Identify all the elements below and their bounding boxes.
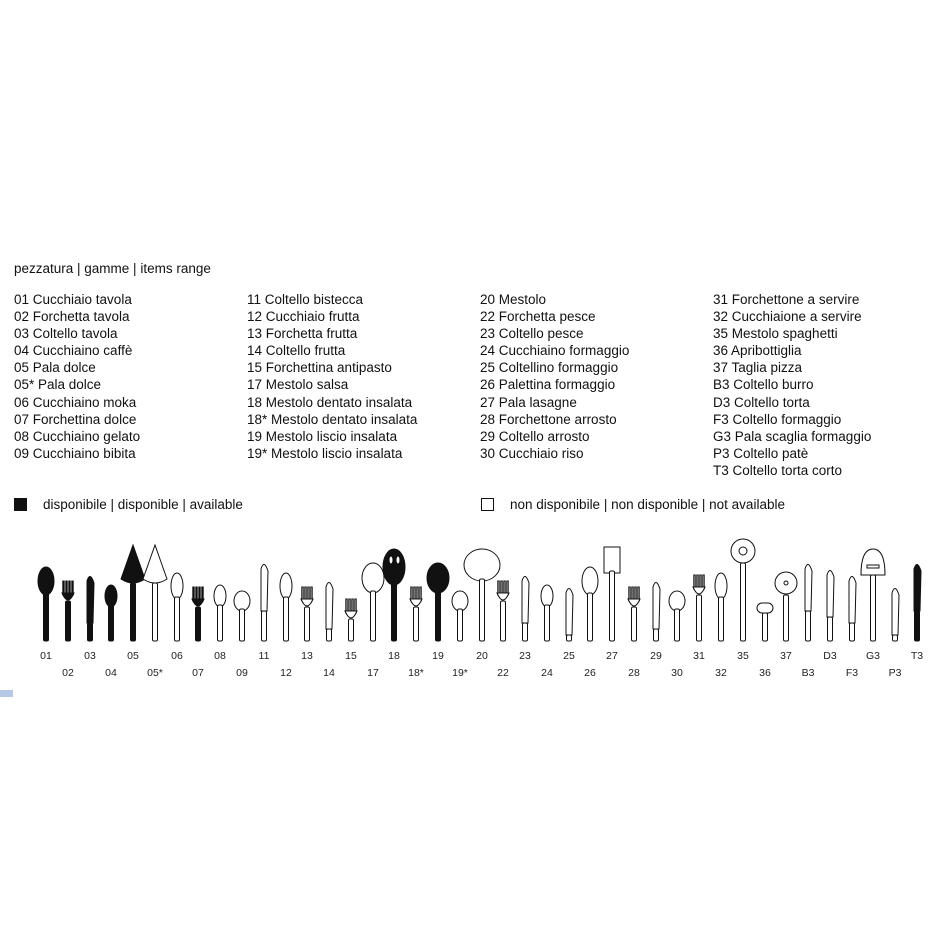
list-item: 13 Forchetta frutta [247, 326, 358, 342]
list-item: 03 Coltello tavola [14, 326, 118, 342]
list-item: 14 Coltello frutta [247, 343, 346, 359]
list-item: 05 Pala dolce [14, 360, 96, 376]
list-item: 23 Coltello pesce [480, 326, 584, 342]
list-item: 19 Mestolo liscio insalata [247, 428, 398, 444]
cutlery-item-07 [192, 587, 204, 641]
list-item: 26 Palettina formaggio [480, 377, 616, 393]
cutlery-label-15: 15 [345, 650, 357, 662]
cutlery-item-30 [669, 591, 685, 641]
cutlery-item-B3 [805, 564, 812, 641]
cutlery-label-B3: B3 [801, 667, 815, 679]
cutlery-label-06: 06 [171, 650, 183, 662]
cutlery-item-05* [143, 545, 167, 641]
cutlery-label-09: 09 [236, 667, 248, 679]
list-item: T3 Coltello torta corto [713, 462, 843, 478]
cutlery-label-13: 13 [301, 650, 313, 662]
list-item: 37 Taglia pizza [713, 360, 803, 376]
cutlery-item-05 [121, 545, 145, 641]
cutlery-item-28 [628, 587, 640, 641]
filled-square-icon [14, 498, 27, 511]
cutlery-item-19 [427, 563, 449, 641]
list-item: 31 Forchettone a servire [713, 292, 860, 307]
list-item: 36 Apribottiglia [713, 343, 802, 359]
list-item: 27 Pala lasagne [480, 394, 577, 410]
cutlery-label-29: 29 [650, 650, 662, 662]
cutlery-label-25: 25 [563, 650, 575, 662]
cutlery-item-22 [497, 581, 509, 641]
cutlery-item-G3 [861, 549, 885, 641]
list-item: 05* Pala dolce [14, 377, 102, 393]
cutlery-item-02 [62, 581, 74, 641]
list-item: 01 Cucchiaio tavola [14, 292, 132, 307]
legend-not-available [481, 497, 785, 512]
cutlery-label-19: 19 [432, 650, 444, 662]
cutlery-label-F3: F3 [845, 667, 859, 679]
items-column-1 [14, 291, 140, 462]
cutlery-label-G3: G3 [865, 650, 881, 662]
list-item: 06 Cucchiaino moka [14, 394, 137, 410]
cutlery-item-24 [541, 585, 553, 641]
cutlery-item-15 [345, 599, 357, 641]
cutlery-item-18 [383, 549, 405, 641]
list-item: 32 Cucchiaione a servire [713, 309, 862, 325]
empty-square-icon [481, 498, 494, 511]
items-column-2 [247, 291, 417, 462]
cutlery-label-22: 22 [497, 667, 509, 679]
cutlery-label-01: 01 [40, 650, 52, 662]
cutlery-item-26 [582, 567, 598, 641]
side-marker [0, 690, 13, 697]
cutlery-item-20 [464, 549, 500, 641]
cutlery-item-06 [171, 573, 183, 641]
cutlery-item-11 [261, 564, 268, 641]
cutlery-label-30: 30 [671, 667, 683, 679]
cutlery-label-23: 23 [519, 650, 531, 662]
list-item: 09 Cucchiaino bibita [14, 445, 136, 461]
cutlery-item-17 [362, 563, 384, 641]
cutlery-label-27: 27 [606, 650, 618, 662]
list-item: 07 Forchettina dolce [14, 411, 137, 427]
cutlery-item-04 [105, 585, 117, 641]
cutlery-item-23 [522, 576, 529, 641]
cutlery-label-31: 31 [693, 650, 705, 662]
list-item: 19* Mestolo liscio insalata [247, 445, 403, 461]
list-item: 08 Cucchiaino gelato [14, 428, 141, 444]
list-item: 18 Mestolo dentato insalata [247, 394, 413, 410]
cutlery-label-26: 26 [584, 667, 596, 679]
cutlery-label-04: 04 [105, 667, 117, 679]
list-item: 29 Coltello arrosto [480, 428, 590, 444]
cutlery-label-T3: T3 [910, 650, 924, 662]
list-item: 22 Forchetta pesce [480, 309, 596, 325]
cutlery-item-14 [326, 582, 333, 641]
cutlery-label-36: 36 [759, 667, 771, 679]
cutlery-item-12 [280, 573, 292, 641]
cutlery-item-F3 [849, 576, 856, 641]
cutlery-item-32 [715, 573, 727, 641]
list-item: D3 Coltello torta [713, 394, 810, 410]
cutlery-item-13 [301, 587, 313, 641]
cutlery-item-37 [775, 572, 797, 641]
list-item: 24 Cucchiaino formaggio [480, 343, 630, 359]
cutlery-label-19*: 19* [452, 667, 468, 679]
cutlery-label-18*: 18* [408, 667, 424, 679]
list-item: 30 Cucchiaio riso [480, 445, 584, 461]
cutlery-item-01 [38, 567, 54, 641]
cutlery-label-P3: P3 [888, 667, 902, 679]
cutlery-label-12: 12 [280, 667, 292, 679]
cutlery-label-28: 28 [628, 667, 640, 679]
list-item: 15 Forchettina antipasto [247, 360, 392, 376]
list-item: F3 Coltello formaggio [713, 411, 842, 427]
cutlery-item-08 [214, 585, 226, 641]
cutlery-item-03 [87, 576, 94, 641]
cutlery-label-11: 11 [258, 650, 270, 662]
cutlery-label-05*: 05* [147, 667, 163, 679]
legend-available [14, 497, 243, 512]
section-title: pezzatura | gamme | items range [14, 261, 211, 276]
cutlery-item-31 [693, 575, 705, 641]
cutlery-item-29 [653, 582, 660, 641]
list-item: 02 Forchetta tavola [14, 309, 130, 325]
cutlery-label-02: 02 [62, 667, 74, 679]
list-item: 18* Mestolo dentato insalata [247, 411, 418, 427]
legend-not-available-label: non disponibile | non disponible | not available [510, 497, 785, 512]
list-item: 25 Coltellino formaggio [480, 360, 619, 376]
cutlery-label-D3: D3 [823, 650, 837, 662]
cutlery-range-illustration [0, 535, 950, 685]
list-item: P3 Coltello patè [713, 445, 809, 461]
list-item: 20 Mestolo [480, 292, 547, 307]
cutlery-item-T3 [914, 564, 921, 641]
cutlery-item-36 [757, 603, 773, 641]
list-item: 11 Coltello bistecca [247, 292, 364, 307]
legend-available-label: disponibile | disponible | available [43, 497, 243, 512]
list-item: 28 Forchettone arrosto [480, 411, 617, 427]
cutlery-item-27 [604, 547, 620, 641]
cutlery-label-07: 07 [192, 667, 204, 679]
list-item: 04 Cucchiaino caffè [14, 343, 133, 359]
items-column-3 [480, 291, 629, 462]
list-item: 12 Cucchiaio frutta [247, 309, 360, 325]
cutlery-label-24: 24 [541, 667, 553, 679]
list-item: 35 Mestolo spaghetti [713, 326, 838, 342]
cutlery-label-32: 32 [715, 667, 727, 679]
cutlery-label-14: 14 [323, 667, 335, 679]
cutlery-label-35: 35 [737, 650, 749, 662]
cutlery-label-17: 17 [367, 667, 379, 679]
list-item: G3 Pala scaglia formaggio [713, 428, 872, 444]
items-column-4 [713, 291, 871, 479]
cutlery-label-37: 37 [780, 650, 792, 662]
cutlery-label-05: 05 [127, 650, 139, 662]
cutlery-item-09 [234, 591, 250, 641]
list-item: 17 Mestolo salsa [247, 377, 349, 393]
cutlery-item-19* [452, 591, 468, 641]
cutlery-label-08: 08 [214, 650, 226, 662]
cutlery-item-25 [566, 588, 573, 641]
cutlery-item-18* [410, 587, 422, 641]
cutlery-label-20: 20 [476, 650, 488, 662]
cutlery-label-03: 03 [84, 650, 96, 662]
cutlery-item-35 [731, 539, 755, 641]
cutlery-label-18: 18 [388, 650, 400, 662]
list-item: B3 Coltello burro [713, 377, 814, 393]
cutlery-item-D3 [827, 570, 834, 641]
cutlery-item-P3 [892, 588, 899, 641]
